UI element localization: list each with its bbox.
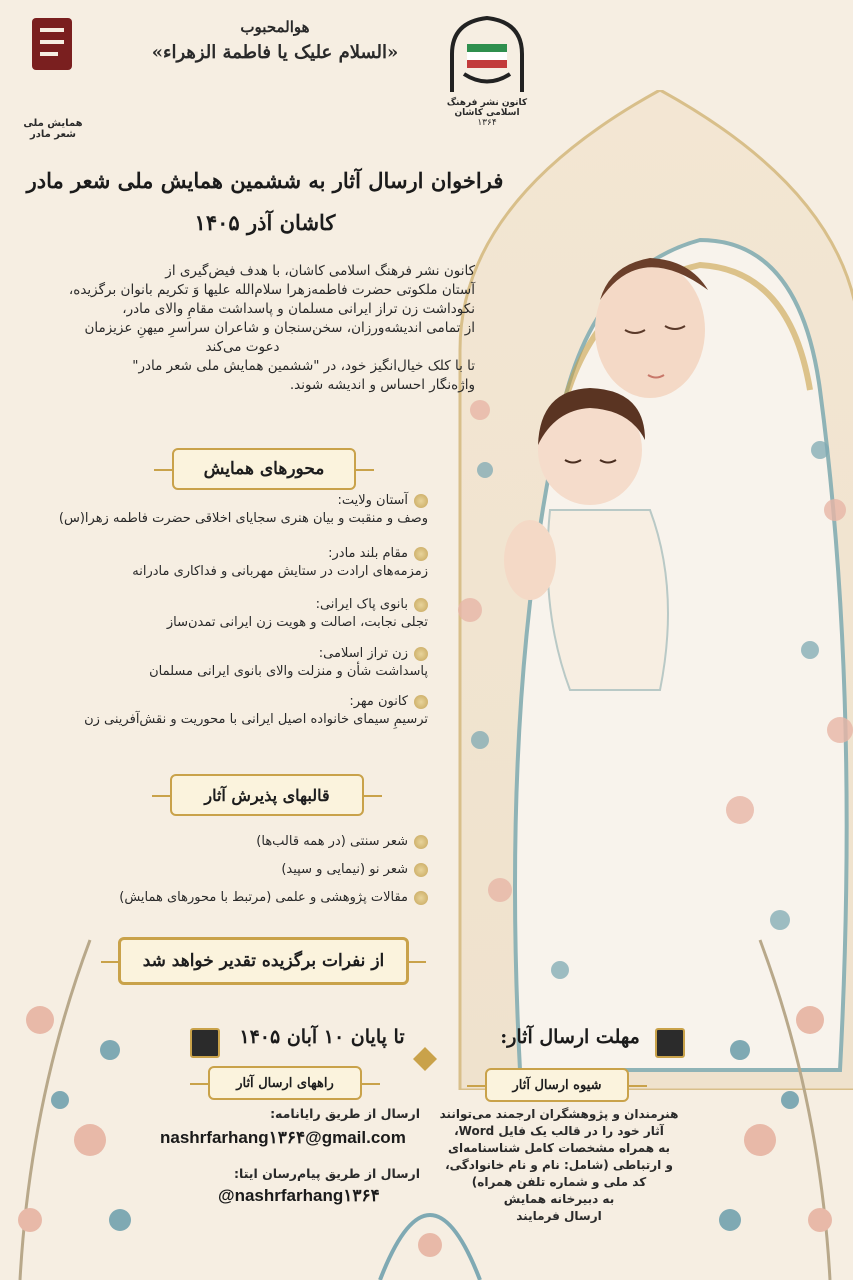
calligraphy-line1: هوالمحبوب	[240, 18, 310, 36]
axis-title: آستان ولایت:	[8, 492, 428, 510]
poetry-conference-logo-icon	[28, 14, 76, 74]
send-ways-banner-label: راههای ارسال آثار	[236, 1075, 334, 1091]
axis-desc: تجلی نجابت، اصالت و هویت زن ایرانی تمدن‌ساز	[166, 615, 428, 630]
flower-bullet-icon	[414, 695, 428, 709]
eitaa-handle-link[interactable]: @nashrfarhang۱۳۶۴	[218, 1186, 380, 1205]
page-title: فراخوان ارسال آثار به ششمین همایش ملی شعر مادر	[26, 168, 504, 193]
intro-paragraph	[10, 262, 475, 395]
flower-bullet-icon	[414, 494, 428, 508]
format-item: شعر سنتی (در همه قالب‌ها)	[8, 828, 428, 856]
send-ways-banner	[208, 1066, 362, 1100]
axis-desc: ترسیمِ سیمای خانواده اصیل ایرانی با محوریت و نقش‌آفرینی زن	[84, 712, 428, 727]
send-method-line: و ارتباطی (شامل: نام و نام خانوادگی،	[445, 1158, 673, 1172]
intro-line: نکوداشت زن تراز ایرانی مسلمان و پاسداشت مقامِ والای مادر،	[122, 301, 475, 317]
formats-banner-label: قالبهای پذیرش آثار	[204, 785, 330, 805]
calligraphy-line2: «السلام علیک یا فاطمة الزهراء»	[151, 42, 399, 63]
axis-title: کانون مهر:	[8, 693, 428, 711]
award-banner-label: از نفرات برگزیده تقدیر خواهد شد	[142, 951, 385, 971]
send-method-line: هنرمندان و پژوهشگران ارجمند می‌توانند	[439, 1107, 679, 1121]
calligraphy-header	[110, 18, 440, 63]
intro-line: کانون نشر فرهنگ اسلامی کاشان، با هدف فیض‌گیری از	[165, 263, 475, 279]
send-method-line: ارسال فرمایند	[516, 1209, 602, 1223]
axis-title: بانوی پاک ایرانی:	[8, 596, 428, 614]
send-method-banner	[485, 1068, 629, 1102]
page-subtitle: کاشان آذر ۱۴۰۵	[194, 210, 336, 235]
flower-bullet-icon	[414, 835, 428, 849]
intro-line: تا با کلک خیال‌انگیز خود، در "ششمین همایش ملی شعر مادر"	[132, 358, 475, 374]
deadline-value: تا پایان ۱۰ آبان ۱۴۰۵	[239, 1026, 405, 1048]
intro-line: واژه‌نگار احساس و اندیشه شوند.	[289, 377, 475, 393]
formats-banner	[170, 774, 364, 816]
axis-desc: پاسداشت شأن و منزلت والای بانوی ایرانی مسلمان	[149, 664, 428, 679]
axis-desc: زمزمه‌های ارادت در ستایش مهربانی و فداکاری مادرانه	[132, 564, 428, 579]
axis-item	[8, 545, 428, 581]
send-method-banner-text: شیوه ارسال آثار	[512, 1077, 602, 1093]
send-method-line: به همراه مشخصات کامل شناسنامه‌ای	[447, 1141, 671, 1155]
flower-bullet-icon	[414, 647, 428, 661]
flower-bullet-icon	[414, 598, 428, 612]
axis-item	[8, 596, 428, 632]
publishing-house-logo-icon	[442, 14, 532, 94]
right-logo-caption: کانون نشر فرهنگ اسلامی کاشان	[446, 98, 528, 118]
email-label: ارسال از طریق رایانامه:	[270, 1106, 420, 1121]
deadline-label: مهلت ارسال آثار:	[500, 1026, 640, 1048]
send-method-text	[428, 1106, 690, 1225]
diamond-ornament-icon	[412, 1046, 438, 1072]
eitaa-label: ارسال از طریق پیام‌رسان ایتا:	[234, 1166, 420, 1181]
right-logo-year: ۱۳۶۴	[477, 118, 497, 128]
ornament-square-icon	[190, 1028, 220, 1058]
formats-list	[8, 828, 428, 912]
award-banner	[118, 937, 409, 985]
right-floral-ornament	[690, 900, 853, 1280]
axis-item	[8, 645, 428, 681]
flower-bullet-icon	[414, 863, 428, 877]
axis-title: زن تراز اسلامی:	[8, 645, 428, 663]
axis-title: مقام بلند مادر:	[8, 545, 428, 563]
email-address-link[interactable]: nashrfarhang۱۳۶۴@gmail.com	[160, 1128, 406, 1147]
axes-banner-label: محورهای همایش	[203, 459, 325, 479]
send-method-line: به دبیرخانه همایش	[503, 1192, 615, 1206]
axes-banner	[172, 448, 356, 490]
ornament-square-icon	[655, 1028, 685, 1058]
intro-line: آستان ملکوتی حضرت فاطمه‌زهرا سلام‌الله علیها وَ تکریم بانوان برگزیده،	[68, 282, 475, 298]
intro-line: دعوت می‌کند	[205, 339, 280, 355]
left-logo	[18, 14, 88, 140]
format-item: شعر نو (نیمایی و سپید)	[8, 856, 428, 884]
flower-bullet-icon	[414, 891, 428, 905]
axis-item	[8, 492, 428, 528]
axis-item	[8, 693, 428, 729]
right-logo	[432, 14, 542, 128]
flower-bullet-icon	[414, 547, 428, 561]
format-item: مقالات پژوهشی و علمی (مرتبط با محورهای همایش)	[8, 884, 428, 912]
send-method-line: کد ملی و شماره تلفن همراه)	[471, 1175, 647, 1189]
left-logo-caption: همایش ملی شعر مادر	[23, 118, 83, 140]
axis-desc: وصف و منقبت و بیان هنری سجایای اخلاقی حضرت فاطمه زهرا(س)	[58, 511, 428, 526]
send-method-line: آثار خود را در قالب یک فایل Word،	[454, 1124, 664, 1138]
intro-line: از تمامی اندیشه‌ورزان، سخن‌سنجان و شاعران سراسرِ میهنِ عزیزمان	[84, 320, 475, 336]
